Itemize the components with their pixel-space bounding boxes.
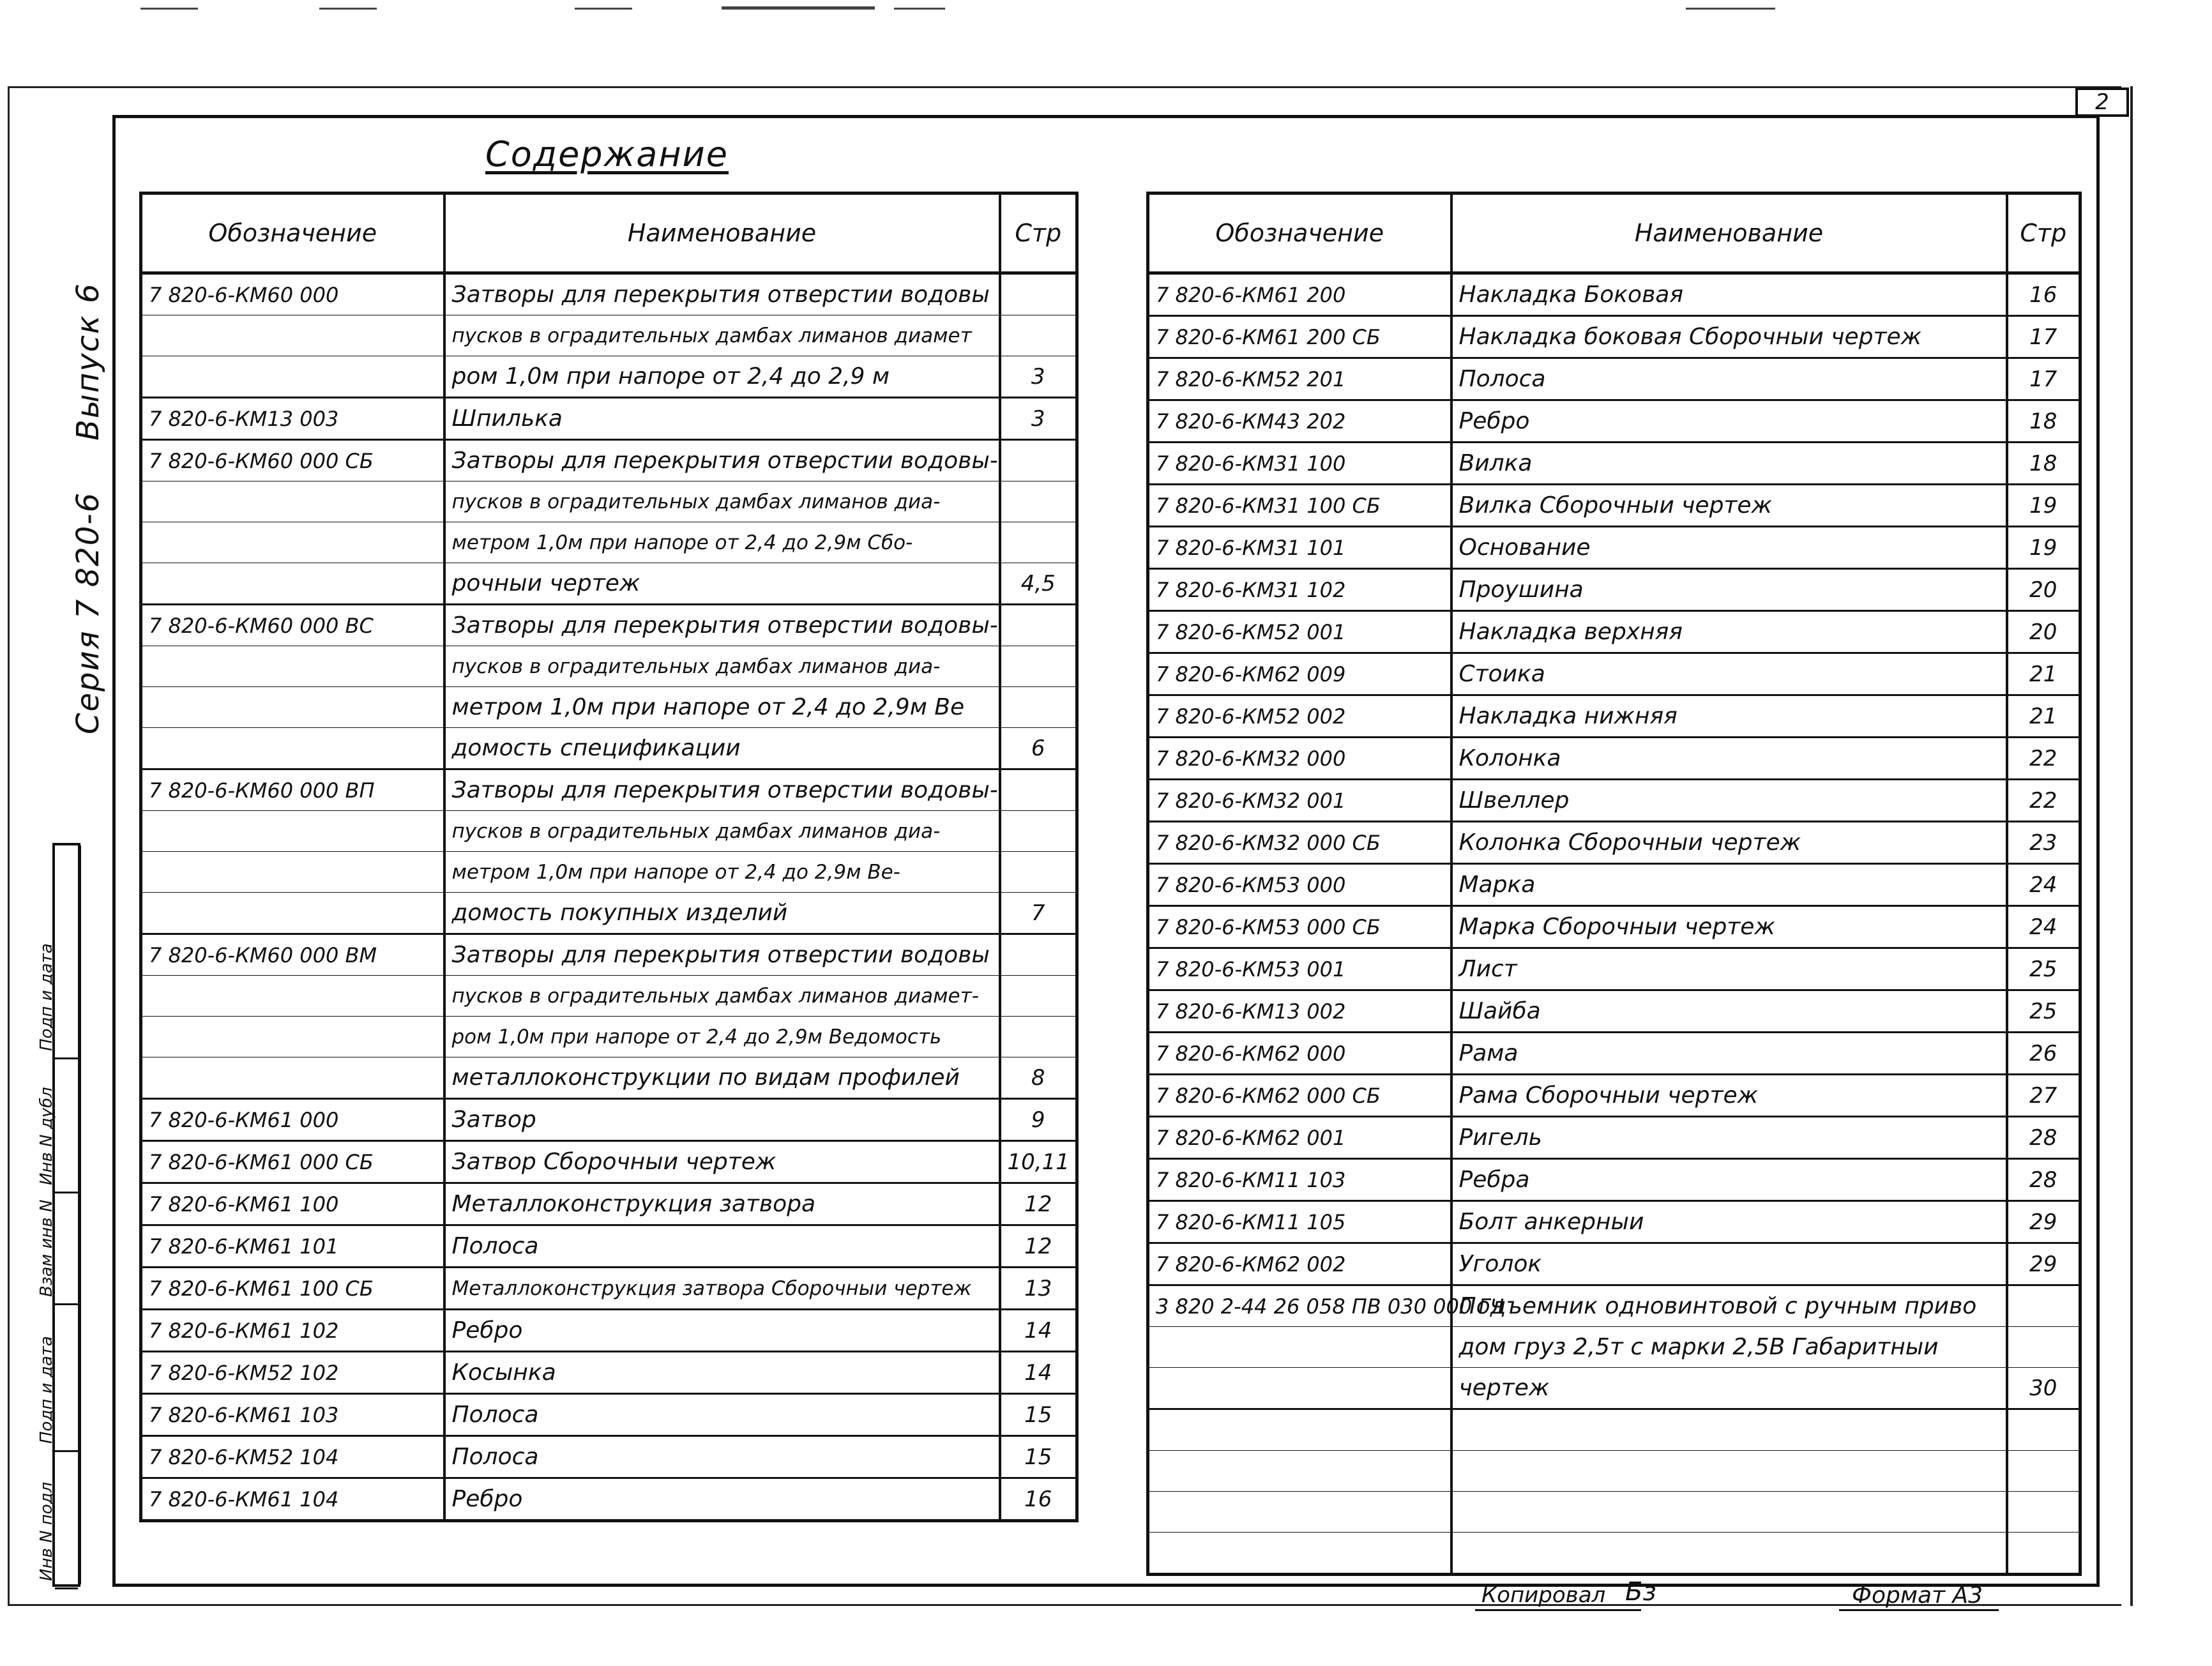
designation-cell: 7 820-6-КМ31 100 <box>1148 443 1451 485</box>
page-cell <box>2007 1533 2080 1575</box>
name-cell: Косынка <box>444 1352 1000 1394</box>
page-cell <box>1000 481 1077 522</box>
scan-mark <box>140 8 198 10</box>
designation-cell: 3 820 2-44 26 058 ПВ 030 000 ГЧ <box>1148 1285 1451 1327</box>
page-cell <box>1000 273 1077 315</box>
name-cell: Ребро <box>1451 400 2007 443</box>
page-cell: 14 <box>1000 1310 1077 1352</box>
series-label: Серия 7 820-6 <box>70 491 106 734</box>
name-cell: Швеллер <box>1451 780 2007 822</box>
table-row <box>1148 1533 2080 1575</box>
name-cell: Шпилька <box>444 398 1000 440</box>
table-row <box>1148 1201 2080 1243</box>
page-cell: 10,11 <box>1000 1141 1077 1183</box>
page-cell: 6 <box>1000 728 1077 769</box>
page-cell <box>1000 811 1077 852</box>
page-cell: 18 <box>2007 443 2080 485</box>
table-row <box>141 769 1077 811</box>
table-row <box>1148 1368 2080 1409</box>
designation-cell: 7 820-6-КМ61 200 <box>1148 273 1451 316</box>
table-row <box>141 398 1077 440</box>
name-cell: Стоика <box>1451 653 2007 695</box>
contents-table-left <box>139 192 1079 1522</box>
page-cell: 24 <box>2007 864 2080 906</box>
stamp-cell: Подп и дата <box>55 845 78 1059</box>
page-cell: 16 <box>1000 1478 1077 1521</box>
designation-cell: 7 820-6-КМ61 101 <box>141 1225 444 1268</box>
page-cell <box>1000 769 1077 811</box>
designation-cell: 7 820-6-КМ61 104 <box>141 1478 444 1521</box>
page-cell: 30 <box>2007 1368 2080 1409</box>
name-cell: Металлоконструкция затвора <box>444 1183 1000 1225</box>
page-cell <box>1000 852 1077 893</box>
table-row <box>1148 1285 2080 1327</box>
footer-underline <box>1475 1609 1641 1611</box>
table-row <box>1148 1492 2080 1533</box>
name-cell: пусков в оградительных дамбах лиманов диамет- <box>444 976 1000 1017</box>
designation-cell: 7 820-6-КМ61 000 СБ <box>141 1141 444 1183</box>
page-cell: 28 <box>2007 1159 2080 1201</box>
page-cell: 21 <box>2007 653 2080 695</box>
name-cell: пусков в оградительных дамбах лиманов диа- <box>444 481 1000 522</box>
name-cell: Затворы для перекрытия отверстии водовы <box>444 934 1000 976</box>
issue-label: Выпуск 6 <box>70 282 106 441</box>
table-row <box>141 605 1077 646</box>
name-cell <box>1451 1451 2007 1492</box>
sheet-number: 2 <box>2075 87 2129 117</box>
table-row <box>1148 738 2080 780</box>
designation-cell <box>141 563 444 605</box>
page-cell: 3 <box>1000 398 1077 440</box>
designation-cell: 7 820-6-КМ31 101 <box>1148 527 1451 569</box>
table-row <box>141 1017 1077 1057</box>
designation-cell <box>141 976 444 1017</box>
name-cell: металлоконструкции по видам профилей <box>444 1057 1000 1099</box>
stamp-cell: Подп и дата <box>55 1305 78 1452</box>
page-cell: 8 <box>1000 1057 1077 1099</box>
designation-cell <box>1148 1368 1451 1409</box>
page-cell <box>1000 976 1077 1017</box>
footer-underline <box>1839 1609 1999 1611</box>
designation-cell <box>141 315 444 356</box>
table-header-row <box>141 193 1077 273</box>
table-row <box>1148 443 2080 485</box>
stamp-divider <box>79 845 81 1584</box>
copier-signature: Бз <box>1625 1577 1656 1607</box>
designation-cell: 7 820-6-КМ11 103 <box>1148 1159 1451 1201</box>
table-header-row <box>1148 193 2080 273</box>
designation-cell: 7 820-6-КМ43 202 <box>1148 400 1451 443</box>
table-row <box>1148 1117 2080 1159</box>
name-cell: Металлоконструкция затвора Сборочныи чертеж <box>444 1268 1000 1310</box>
page-cell <box>1000 522 1077 563</box>
designation-cell: 7 820-6-КМ32 001 <box>1148 780 1451 822</box>
name-cell: Затвор <box>444 1099 1000 1141</box>
page-cell: 20 <box>2007 569 2080 611</box>
name-cell: Подъемник одновинтовой с ручным приво <box>1451 1285 2007 1327</box>
table-row <box>141 440 1077 481</box>
name-cell: Ребро <box>444 1478 1000 1521</box>
name-cell: Затворы для перекрытия отверстии водовы- <box>444 440 1000 481</box>
table-row <box>141 1183 1077 1225</box>
page-cell: 15 <box>1000 1436 1077 1478</box>
page-cell <box>1000 687 1077 728</box>
designation-cell <box>141 1057 444 1099</box>
name-cell: Полоса <box>444 1436 1000 1478</box>
name-cell: Шайба <box>1451 990 2007 1033</box>
designation-cell: 7 820-6-КМ61 103 <box>141 1394 444 1436</box>
name-cell: ром 1,0м при напоре от 2,4 до 2,9м Ведомость <box>444 1017 1000 1057</box>
name-cell: Полоса <box>444 1225 1000 1268</box>
table-row <box>141 356 1077 398</box>
designation-cell: 7 820-6-КМ60 000 ВП <box>141 769 444 811</box>
designation-cell: 7 820-6-КМ61 102 <box>141 1310 444 1352</box>
name-cell: чертеж <box>1451 1368 2007 1409</box>
table-row <box>141 934 1077 976</box>
page-cell: 22 <box>2007 780 2080 822</box>
page-cell: 19 <box>2007 485 2080 527</box>
designation-cell <box>141 687 444 728</box>
designation-cell <box>1148 1409 1451 1451</box>
table-row <box>1148 864 2080 906</box>
designation-cell <box>141 852 444 893</box>
page-cell: 12 <box>1000 1183 1077 1225</box>
page-cell: 7 <box>1000 893 1077 934</box>
scan-mark <box>722 6 875 10</box>
page-cell: 28 <box>2007 1117 2080 1159</box>
designation-cell: 7 820-6-КМ61 000 <box>141 1099 444 1141</box>
name-cell: Лист <box>1451 948 2007 990</box>
copied-by-label: Копировал <box>1481 1582 1606 1608</box>
page-cell <box>2007 1492 2080 1533</box>
table-row <box>141 1099 1077 1141</box>
name-cell: Проушина <box>1451 569 2007 611</box>
table-row <box>141 315 1077 356</box>
designation-cell <box>141 893 444 934</box>
designation-cell: 7 820-6-КМ53 001 <box>1148 948 1451 990</box>
page-cell: 25 <box>2007 948 2080 990</box>
page-cell <box>1000 315 1077 356</box>
page-cell: 20 <box>2007 611 2080 653</box>
page-cell <box>2007 1285 2080 1327</box>
column-header-page: Стр <box>1000 193 1077 273</box>
table-row <box>1148 1327 2080 1368</box>
name-cell: Ребро <box>444 1310 1000 1352</box>
table-row <box>141 1268 1077 1310</box>
table-row <box>1148 822 2080 864</box>
table-row <box>1148 569 2080 611</box>
designation-cell: 7 820-6-КМ13 003 <box>141 398 444 440</box>
name-cell: Накладка боковая Сборочныи чертеж <box>1451 316 2007 358</box>
table-row <box>1148 611 2080 653</box>
scan-mark <box>575 8 632 10</box>
designation-cell <box>141 646 444 687</box>
table-row <box>1148 1451 2080 1492</box>
page-cell: 15 <box>1000 1394 1077 1436</box>
table-row <box>141 1141 1077 1183</box>
table-row <box>141 1436 1077 1478</box>
table-row <box>1148 273 2080 316</box>
name-cell <box>1451 1409 2007 1451</box>
name-cell: рочныи чертеж <box>444 563 1000 605</box>
name-cell: Накладка нижняя <box>1451 695 2007 738</box>
page-cell <box>2007 1327 2080 1368</box>
designation-cell: 7 820-6-КМ53 000 <box>1148 864 1451 906</box>
page-cell <box>1000 1017 1077 1057</box>
page-cell: 19 <box>2007 527 2080 569</box>
designation-cell <box>1148 1327 1451 1368</box>
name-cell: домость покупных изделий <box>444 893 1000 934</box>
name-cell: метром 1,0м при напоре от 2,4 до 2,9м Сбо- <box>444 522 1000 563</box>
table-row <box>1148 948 2080 990</box>
name-cell: Затворы для перекрытия отверстии водовы- <box>444 769 1000 811</box>
table-row <box>141 728 1077 769</box>
page-cell <box>2007 1409 2080 1451</box>
column-header-page: Стр <box>2007 193 2080 273</box>
table-row <box>141 811 1077 852</box>
page-cell: 3 <box>1000 356 1077 398</box>
designation-cell: 7 820-6-КМ61 100 СБ <box>141 1268 444 1310</box>
name-cell: Уголок <box>1451 1243 2007 1285</box>
contents-table-right <box>1146 192 2082 1576</box>
designation-cell <box>141 356 444 398</box>
name-cell: Затвор Сборочныи чертеж <box>444 1141 1000 1183</box>
page-cell <box>1000 646 1077 687</box>
page-cell: 12 <box>1000 1225 1077 1268</box>
designation-cell: 7 820-6-КМ52 002 <box>1148 695 1451 738</box>
name-cell: Рама Сборочныи чертеж <box>1451 1075 2007 1117</box>
name-cell: Колонка <box>1451 738 2007 780</box>
page-cell: 23 <box>2007 822 2080 864</box>
table-row <box>1148 358 2080 400</box>
name-cell: Полоса <box>1451 358 2007 400</box>
page-cell: 4,5 <box>1000 563 1077 605</box>
scan-mark <box>319 8 377 10</box>
page-cell: 9 <box>1000 1099 1077 1141</box>
page-cell: 22 <box>2007 738 2080 780</box>
table-row <box>1148 653 2080 695</box>
table-row <box>141 1057 1077 1099</box>
table-row <box>141 1310 1077 1352</box>
table-row <box>141 646 1077 687</box>
designation-cell: 7 820-6-КМ32 000 <box>1148 738 1451 780</box>
designation-cell: 7 820-6-КМ62 000 СБ <box>1148 1075 1451 1117</box>
page-cell: 18 <box>2007 400 2080 443</box>
outer-frame-right <box>2130 86 2133 1606</box>
column-header-name: Наименование <box>444 193 1000 273</box>
table-row <box>1148 695 2080 738</box>
designation-cell: 7 820-6-КМ32 000 СБ <box>1148 822 1451 864</box>
designation-cell <box>141 522 444 563</box>
designation-cell <box>1148 1492 1451 1533</box>
page-cell: 16 <box>2007 273 2080 316</box>
table-row <box>141 1352 1077 1394</box>
name-cell: Ребра <box>1451 1159 2007 1201</box>
column-header-designation: Обозначение <box>141 193 444 273</box>
table-row <box>141 687 1077 728</box>
table-row <box>1148 316 2080 358</box>
designation-cell: 7 820-6-КМ52 104 <box>141 1436 444 1478</box>
name-cell: Накладка верхняя <box>1451 611 2007 653</box>
table-row <box>141 273 1077 315</box>
format-label: Формат А3 <box>1852 1582 1983 1609</box>
name-cell: Вилка <box>1451 443 2007 485</box>
name-cell: Полоса <box>444 1394 1000 1436</box>
page-cell: 17 <box>2007 358 2080 400</box>
designation-cell <box>141 811 444 852</box>
designation-cell: 7 820-6-КМ62 001 <box>1148 1117 1451 1159</box>
designation-cell: 7 820-6-КМ61 100 <box>141 1183 444 1225</box>
designation-cell: 7 820-6-КМ52 001 <box>1148 611 1451 653</box>
table-row <box>1148 1409 2080 1451</box>
page-cell: 26 <box>2007 1033 2080 1075</box>
designation-cell: 7 820-6-КМ31 100 СБ <box>1148 485 1451 527</box>
page-cell: 14 <box>1000 1352 1077 1394</box>
name-cell: Марка Сборочныи чертеж <box>1451 906 2007 948</box>
designation-cell: 7 820-6-КМ60 000 <box>141 273 444 315</box>
column-header-designation: Обозначение <box>1148 193 1451 273</box>
table-row <box>141 522 1077 563</box>
designation-cell: 7 820-6-КМ11 105 <box>1148 1201 1451 1243</box>
table-row <box>1148 906 2080 948</box>
page-cell <box>1000 605 1077 646</box>
name-cell <box>1451 1492 2007 1533</box>
page-cell: 27 <box>2007 1075 2080 1117</box>
page-cell <box>2007 1451 2080 1492</box>
name-cell: Ригель <box>1451 1117 2007 1159</box>
designation-cell <box>1148 1451 1451 1492</box>
designation-cell: 7 820-6-КМ60 000 ВМ <box>141 934 444 976</box>
table-row <box>1148 1159 2080 1201</box>
name-cell: домость спецификации <box>444 728 1000 769</box>
designation-cell <box>141 728 444 769</box>
table-row <box>141 893 1077 934</box>
page-title: Содержание <box>485 134 729 174</box>
designation-cell: 7 820-6-КМ31 102 <box>1148 569 1451 611</box>
designation-cell: 7 820-6-КМ61 200 СБ <box>1148 316 1451 358</box>
table-row <box>141 563 1077 605</box>
designation-cell <box>141 481 444 522</box>
name-cell: Затворы для перекрытия отверстии водовы <box>444 273 1000 315</box>
side-stamp <box>37 843 80 1587</box>
designation-cell: 7 820-6-КМ13 002 <box>1148 990 1451 1033</box>
designation-cell: 7 820-6-КМ62 002 <box>1148 1243 1451 1285</box>
scan-mark <box>894 8 945 10</box>
name-cell: Марка <box>1451 864 2007 906</box>
stamp-cell: Взам инв N <box>55 1193 78 1305</box>
designation-cell: 7 820-6-КМ60 000 СБ <box>141 440 444 481</box>
scan-mark <box>1686 8 1775 10</box>
stamp-cell: Инв N подл <box>55 1452 78 1589</box>
designation-cell: 7 820-6-КМ52 201 <box>1148 358 1451 400</box>
page-cell <box>1000 440 1077 481</box>
page-cell <box>1000 934 1077 976</box>
table-row <box>1148 1243 2080 1285</box>
table-row <box>141 1225 1077 1268</box>
name-cell: метром 1,0м при напоре от 2,4 до 2,9м Ве- <box>444 852 1000 893</box>
designation-cell: 7 820-6-КМ62 000 <box>1148 1033 1451 1075</box>
name-cell: ром 1,0м при напоре от 2,4 до 2,9 м <box>444 356 1000 398</box>
table-row <box>141 1394 1077 1436</box>
column-header-name: Наименование <box>1451 193 2007 273</box>
page-cell: 25 <box>2007 990 2080 1033</box>
table-row <box>1148 527 2080 569</box>
name-cell <box>1451 1533 2007 1575</box>
name-cell: Накладка Боковая <box>1451 273 2007 316</box>
designation-cell: 7 820-6-КМ53 000 СБ <box>1148 906 1451 948</box>
table-row <box>1148 990 2080 1033</box>
stamp-cell: Инв N дубл <box>55 1059 78 1193</box>
table-row <box>1148 400 2080 443</box>
name-cell: Затворы для перекрытия отверстии водовы- <box>444 605 1000 646</box>
page-cell: 29 <box>2007 1201 2080 1243</box>
page-cell: 29 <box>2007 1243 2080 1285</box>
name-cell: пусков в оградительных дамбах лиманов диамет <box>444 315 1000 356</box>
name-cell: пусков в оградительных дамбах лиманов диа- <box>444 811 1000 852</box>
table-row <box>141 976 1077 1017</box>
designation-cell: 7 820-6-КМ52 102 <box>141 1352 444 1394</box>
table-row <box>141 1478 1077 1521</box>
name-cell: Рама <box>1451 1033 2007 1075</box>
page-cell: 13 <box>1000 1268 1077 1310</box>
page-cell: 21 <box>2007 695 2080 738</box>
table-row <box>1148 485 2080 527</box>
table-row <box>1148 1033 2080 1075</box>
name-cell: дом груз 2,5т с марки 2,5В Габаритныи <box>1451 1327 2007 1368</box>
name-cell: Болт анкерныи <box>1451 1201 2007 1243</box>
name-cell: Колонка Сборочныи чертеж <box>1451 822 2007 864</box>
name-cell: метром 1,0м при напоре от 2,4 до 2,9м Ве <box>444 687 1000 728</box>
designation-cell <box>1148 1533 1451 1575</box>
designation-cell: 7 820-6-КМ60 000 ВС <box>141 605 444 646</box>
table-row <box>141 852 1077 893</box>
name-cell: пусков в оградительных дамбах лиманов диа- <box>444 646 1000 687</box>
page-cell: 17 <box>2007 316 2080 358</box>
table-row <box>1148 1075 2080 1117</box>
table-row <box>1148 780 2080 822</box>
designation-cell: 7 820-6-КМ62 009 <box>1148 653 1451 695</box>
page-cell: 24 <box>2007 906 2080 948</box>
name-cell: Основание <box>1451 527 2007 569</box>
designation-cell <box>141 1017 444 1057</box>
name-cell: Вилка Сборочныи чертеж <box>1451 485 2007 527</box>
table-row <box>141 481 1077 522</box>
